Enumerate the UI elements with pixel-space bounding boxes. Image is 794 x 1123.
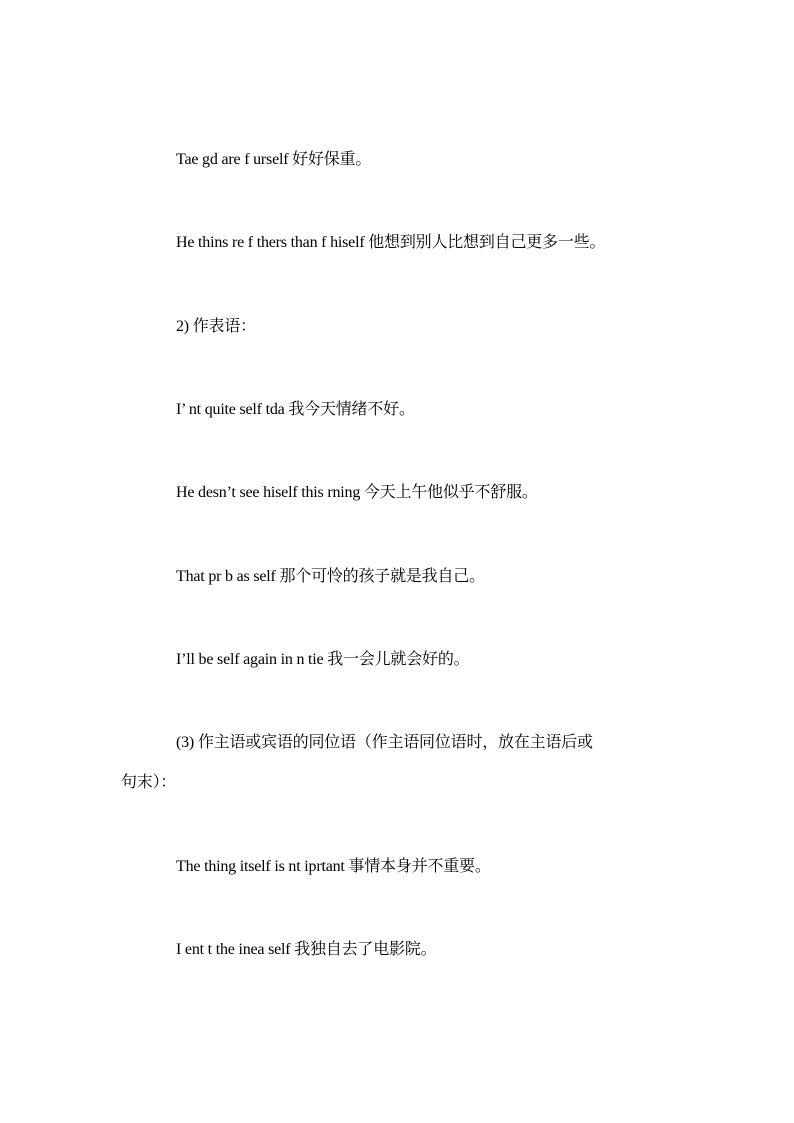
example-sentence-cinema-myself: I ent t the inea self 我独自去了电影院。 xyxy=(176,941,437,958)
section-heading-appositive-continued: 句末）： xyxy=(121,774,177,791)
example-sentence-does-not-seem-himself: He desn’t see hiself this rning 今天上午他似乎不舒服。 xyxy=(176,484,538,501)
example-sentence-not-quite-myself: I’ nt quite self tda 我今天情绪不好。 xyxy=(176,401,415,418)
section-heading-predicative: 2) 作表语： xyxy=(176,318,256,335)
section-heading-appositive: (3) 作主语或宾语的同位语（作主语同位语时，放在主语后或 xyxy=(176,734,593,751)
example-sentence-thinks-of-others: He thins re f thers than f hiself 他想到别人比想到自己更多一些。 xyxy=(176,234,606,251)
example-sentence-thing-itself: The thing itself is nt iprtant 事情本身并不重要。 xyxy=(176,858,491,875)
example-sentence-take-good-care: Tae gd are f urself 好好保重。 xyxy=(176,151,372,168)
example-sentence-myself-again: I’ll be self again in n tie 我一会儿就会好的。 xyxy=(176,651,470,668)
example-sentence-poor-boy-myself: That pr b as self 那个可怜的孩子就是我自己。 xyxy=(176,568,485,585)
